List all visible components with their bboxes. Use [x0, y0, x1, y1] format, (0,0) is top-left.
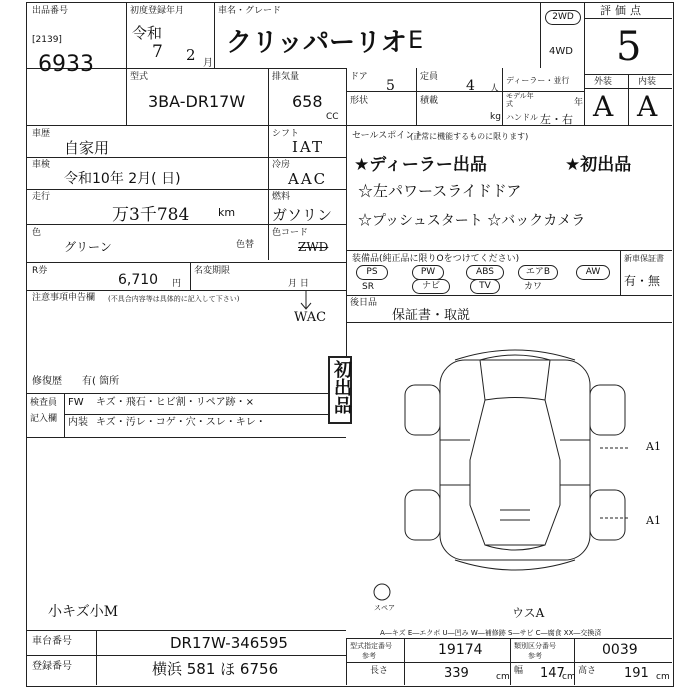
model-year-label: モデル年式 [506, 92, 534, 108]
mileage-label: 走行 [32, 192, 51, 202]
km-unit: km [218, 206, 236, 219]
recycle-amount: 6,710 [118, 272, 159, 288]
name-change-label: 名変期限 [194, 266, 231, 276]
drive-4wd: 4WD [549, 46, 573, 57]
width-unit: cm [562, 672, 576, 682]
grade: E [408, 26, 424, 54]
color-code-label: 色コード [272, 228, 309, 238]
load-label: 積載 [420, 96, 439, 106]
recycle-label: R券 [32, 266, 48, 276]
name-change-value: 月 日 [288, 279, 309, 289]
sales-sub: (正常に機能するものに限ります) [410, 132, 529, 141]
damage-mark-2: A1 [646, 514, 661, 527]
color-code: ZWD [298, 240, 329, 254]
model: 3BA-DR17W [148, 92, 246, 111]
notes-sub: (不具合内容等は具体的に記入して下さい) [108, 295, 240, 303]
width: 147 [540, 666, 565, 681]
height: 191 [624, 666, 649, 681]
sales-line-3: ☆プッシュスタート ☆バックカメラ [358, 213, 586, 229]
history: 自家用 [64, 139, 110, 157]
cc-unit: CC [326, 112, 339, 122]
first-reg-year: 7 [152, 42, 163, 62]
equip-airbag: エアB [518, 265, 558, 280]
lot-number: 6933 [38, 52, 94, 77]
ac-label: 冷房 [272, 160, 291, 170]
first-reg-month: 2 [186, 46, 196, 64]
chassis-number: DR17W-346595 [170, 634, 288, 652]
damage-mark-1: A1 [646, 440, 661, 453]
equip-sr: SR [362, 282, 374, 292]
displacement: 658 [292, 92, 323, 111]
interior-label: 内装 [638, 77, 657, 87]
exterior-grade: A [593, 90, 614, 123]
docs-label: 後日品 [350, 298, 378, 308]
equip-aw: AW [576, 265, 610, 280]
spec-no: 19174 [438, 642, 483, 658]
notes-label: 注意事項申告欄 [32, 293, 96, 303]
color: グリーン [64, 240, 112, 254]
height-unit: cm [656, 672, 670, 682]
inspector-label-1: 検査員 [30, 398, 58, 408]
shift: IAT [292, 138, 324, 156]
era: 令和 [132, 24, 163, 42]
exterior-label: 外装 [594, 77, 613, 87]
repair-label: 修復歴 [32, 376, 62, 387]
fuel-label: 燃料 [272, 192, 291, 202]
fw-text: キズ・飛石・ヒビ割・リペア跡・× [96, 397, 254, 408]
handle-value: 左・右 [540, 113, 573, 126]
notes-value: WAC [294, 310, 327, 325]
sales-label: セールスポイント [352, 131, 424, 141]
shift-label: シフト [272, 129, 300, 139]
score-label: 評価点 [600, 4, 645, 17]
displacement-label: 排気量 [272, 72, 300, 82]
model-label: 型式 [130, 72, 149, 82]
warranty: 有・無 [624, 274, 661, 288]
equipment-label: 装備品(純正品に限りOをつけてください) [352, 254, 520, 264]
fuel: ガソリン [272, 206, 333, 224]
first-listing-stamp: 初出品 [328, 356, 352, 424]
score: 5 [616, 24, 642, 70]
chassis-label: 車台番号 [32, 636, 72, 647]
spare-tire-icon [372, 582, 392, 602]
inspection-label: 車検 [32, 160, 51, 170]
fw-label: FW [68, 397, 84, 408]
mileage: 万3千784 [112, 205, 190, 225]
sales-line-1b: ★初出品 [565, 155, 632, 175]
lot-sub: [2139] [32, 35, 62, 45]
interior-grade: A [637, 90, 658, 123]
equip-abs: ABS [466, 265, 504, 280]
lot-label: 出品番号 [32, 6, 69, 16]
car-name: クリッパーリオ [226, 28, 407, 58]
spare-label: スペア [374, 604, 395, 612]
yen-unit: 円 [172, 279, 182, 289]
handle-label: ハンドル [506, 113, 538, 122]
shape-label: 形状 [350, 96, 369, 106]
equip-tv: TV [470, 279, 500, 294]
registration-label: 登録番号 [32, 661, 72, 672]
person-unit: 人 [490, 84, 500, 94]
spec-no-label: 型式指定番号 [350, 642, 392, 650]
history-label: 車歴 [32, 129, 51, 139]
interior-inspect-label: 内装 [68, 417, 88, 428]
length-unit: cm [496, 672, 510, 682]
class-sub: 参考 [528, 652, 542, 660]
class-label: 類別区分番号 [514, 642, 556, 650]
docs: 保証書・取説 [392, 308, 471, 323]
equip-navi: ナビ [412, 279, 450, 294]
ac: AAC [288, 170, 328, 188]
first-reg-label: 初度登録年月 [130, 6, 185, 16]
length: 339 [444, 666, 469, 681]
equip-ps: PS [356, 265, 388, 280]
equip-leather: カワ [524, 282, 543, 292]
height-label: 高さ [578, 666, 597, 676]
handwritten-note: 小キズ小M [48, 604, 119, 620]
year-unit: 年 [574, 98, 584, 108]
registration-number: 横浜 581 ほ 6756 [152, 660, 279, 678]
door-label: ドア [350, 72, 368, 82]
equip-pw: PW [412, 265, 444, 280]
width-label: 幅 [514, 666, 524, 676]
color-label: 色 [32, 228, 42, 238]
inspection: 令和10年 2月( 日) [64, 171, 181, 187]
spec-no-sub: 参考 [362, 652, 376, 660]
car-damage-diagram [400, 340, 630, 580]
car-name-label: 車名・グレード [218, 6, 282, 16]
diagram-bottom-note: ウスA [512, 606, 545, 620]
inspector-label-2: 記入欄 [30, 414, 58, 424]
month-unit: 月 [203, 58, 213, 69]
drive-2wd-circled: 2WD [545, 10, 581, 25]
class-no: 0039 [602, 642, 638, 658]
color-change-label: 色替 [236, 240, 255, 250]
capacity-label: 定員 [420, 72, 439, 82]
capacity: 4 [466, 78, 475, 94]
sales-line-2: ☆左パワースライドドア [358, 182, 522, 200]
arrow-down-icon [296, 290, 316, 312]
sales-line-1a: ★ディーラー出品 [354, 155, 487, 175]
damage-legend: A―キズ E―エクボ U―凹み W―補修跡 S―サビ C―腐食 XX―交換済 [380, 629, 602, 637]
repair-value: 有( 箇所 [82, 376, 120, 387]
kg-unit: kg [490, 112, 501, 122]
warranty-label: 新車保証書 [624, 254, 664, 263]
doors: 5 [386, 78, 395, 94]
dealer-label: ディーラー・並行 [506, 76, 570, 85]
interior-inspect-text: キズ・汚レ・コゲ・穴・スレ・キレ・ [96, 417, 266, 428]
length-label: 長さ [370, 666, 389, 676]
